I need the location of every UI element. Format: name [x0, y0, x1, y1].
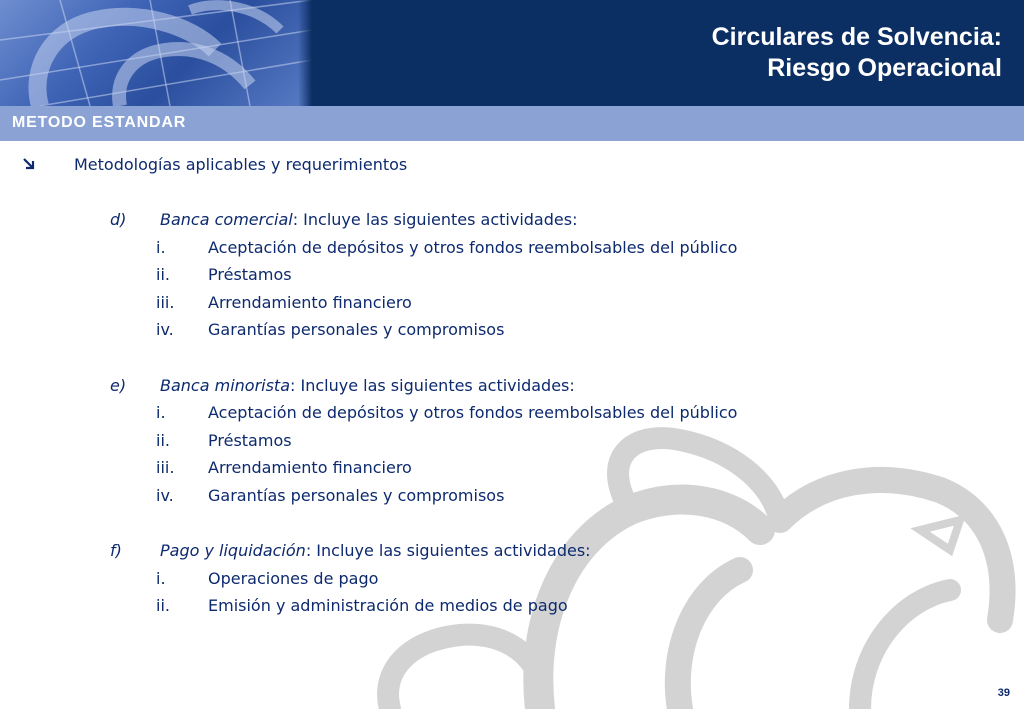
group-title-rest: : Incluye las siguientes actividades: — [305, 541, 591, 560]
list-numeral: iii. — [156, 458, 175, 477]
list-item: Préstamos — [208, 265, 292, 284]
section-label: METODO ESTANDAR — [12, 114, 187, 131]
list-numeral: ii. — [156, 265, 170, 284]
list-numeral: i. — [156, 569, 166, 588]
group-letter: d) — [110, 210, 127, 229]
group-title-rest: : Incluye las siguientes actividades: — [290, 376, 575, 395]
group-title-italic: Banca comercial — [160, 210, 293, 229]
group-letter: f) — [110, 541, 122, 560]
list-numeral: iii. — [156, 293, 175, 312]
list-numeral: i. — [156, 403, 166, 422]
list-numeral: i. — [156, 238, 166, 257]
list-item: Garantías personales y compromisos — [208, 320, 505, 339]
group-title-italic: Banca minorista — [160, 376, 291, 395]
list-numeral: iv. — [156, 486, 174, 505]
list-numeral: iv. — [156, 320, 174, 339]
group-title — [160, 376, 575, 396]
list-item: Aceptación de depósitos y otros fondos reembolsables del público — [208, 403, 738, 422]
group-title-rest: : Incluye las siguientes actividades: — [292, 210, 578, 229]
slide-title-line1: Circulares de Solvencia: — [711, 23, 1002, 51]
group-title — [160, 210, 577, 230]
page-number: 39 — [997, 687, 1010, 699]
list-item: Operaciones de pago — [208, 569, 379, 588]
group-title-italic: Pago y liquidación — [160, 541, 306, 560]
list-numeral: ii. — [156, 431, 170, 450]
group-title — [160, 541, 591, 561]
intro-heading: Metodologías aplicables y requerimientos — [74, 155, 408, 174]
list-item: Arrendamiento financiero — [208, 458, 412, 477]
list-item: Aceptación de depósitos y otros fondos reembolsables del público — [208, 238, 738, 257]
list-item: Préstamos — [208, 431, 292, 450]
list-item: Emisión y administración de medios de pago — [208, 596, 568, 615]
group-letter: e) — [110, 376, 127, 395]
slide-title-line2: Riesgo Operacional — [767, 54, 1002, 82]
list-numeral: ii. — [156, 596, 170, 615]
list-item: Garantías personales y compromisos — [208, 486, 505, 505]
arrow-bullet-icon — [22, 157, 36, 171]
list-item: Arrendamiento financiero — [208, 293, 412, 312]
